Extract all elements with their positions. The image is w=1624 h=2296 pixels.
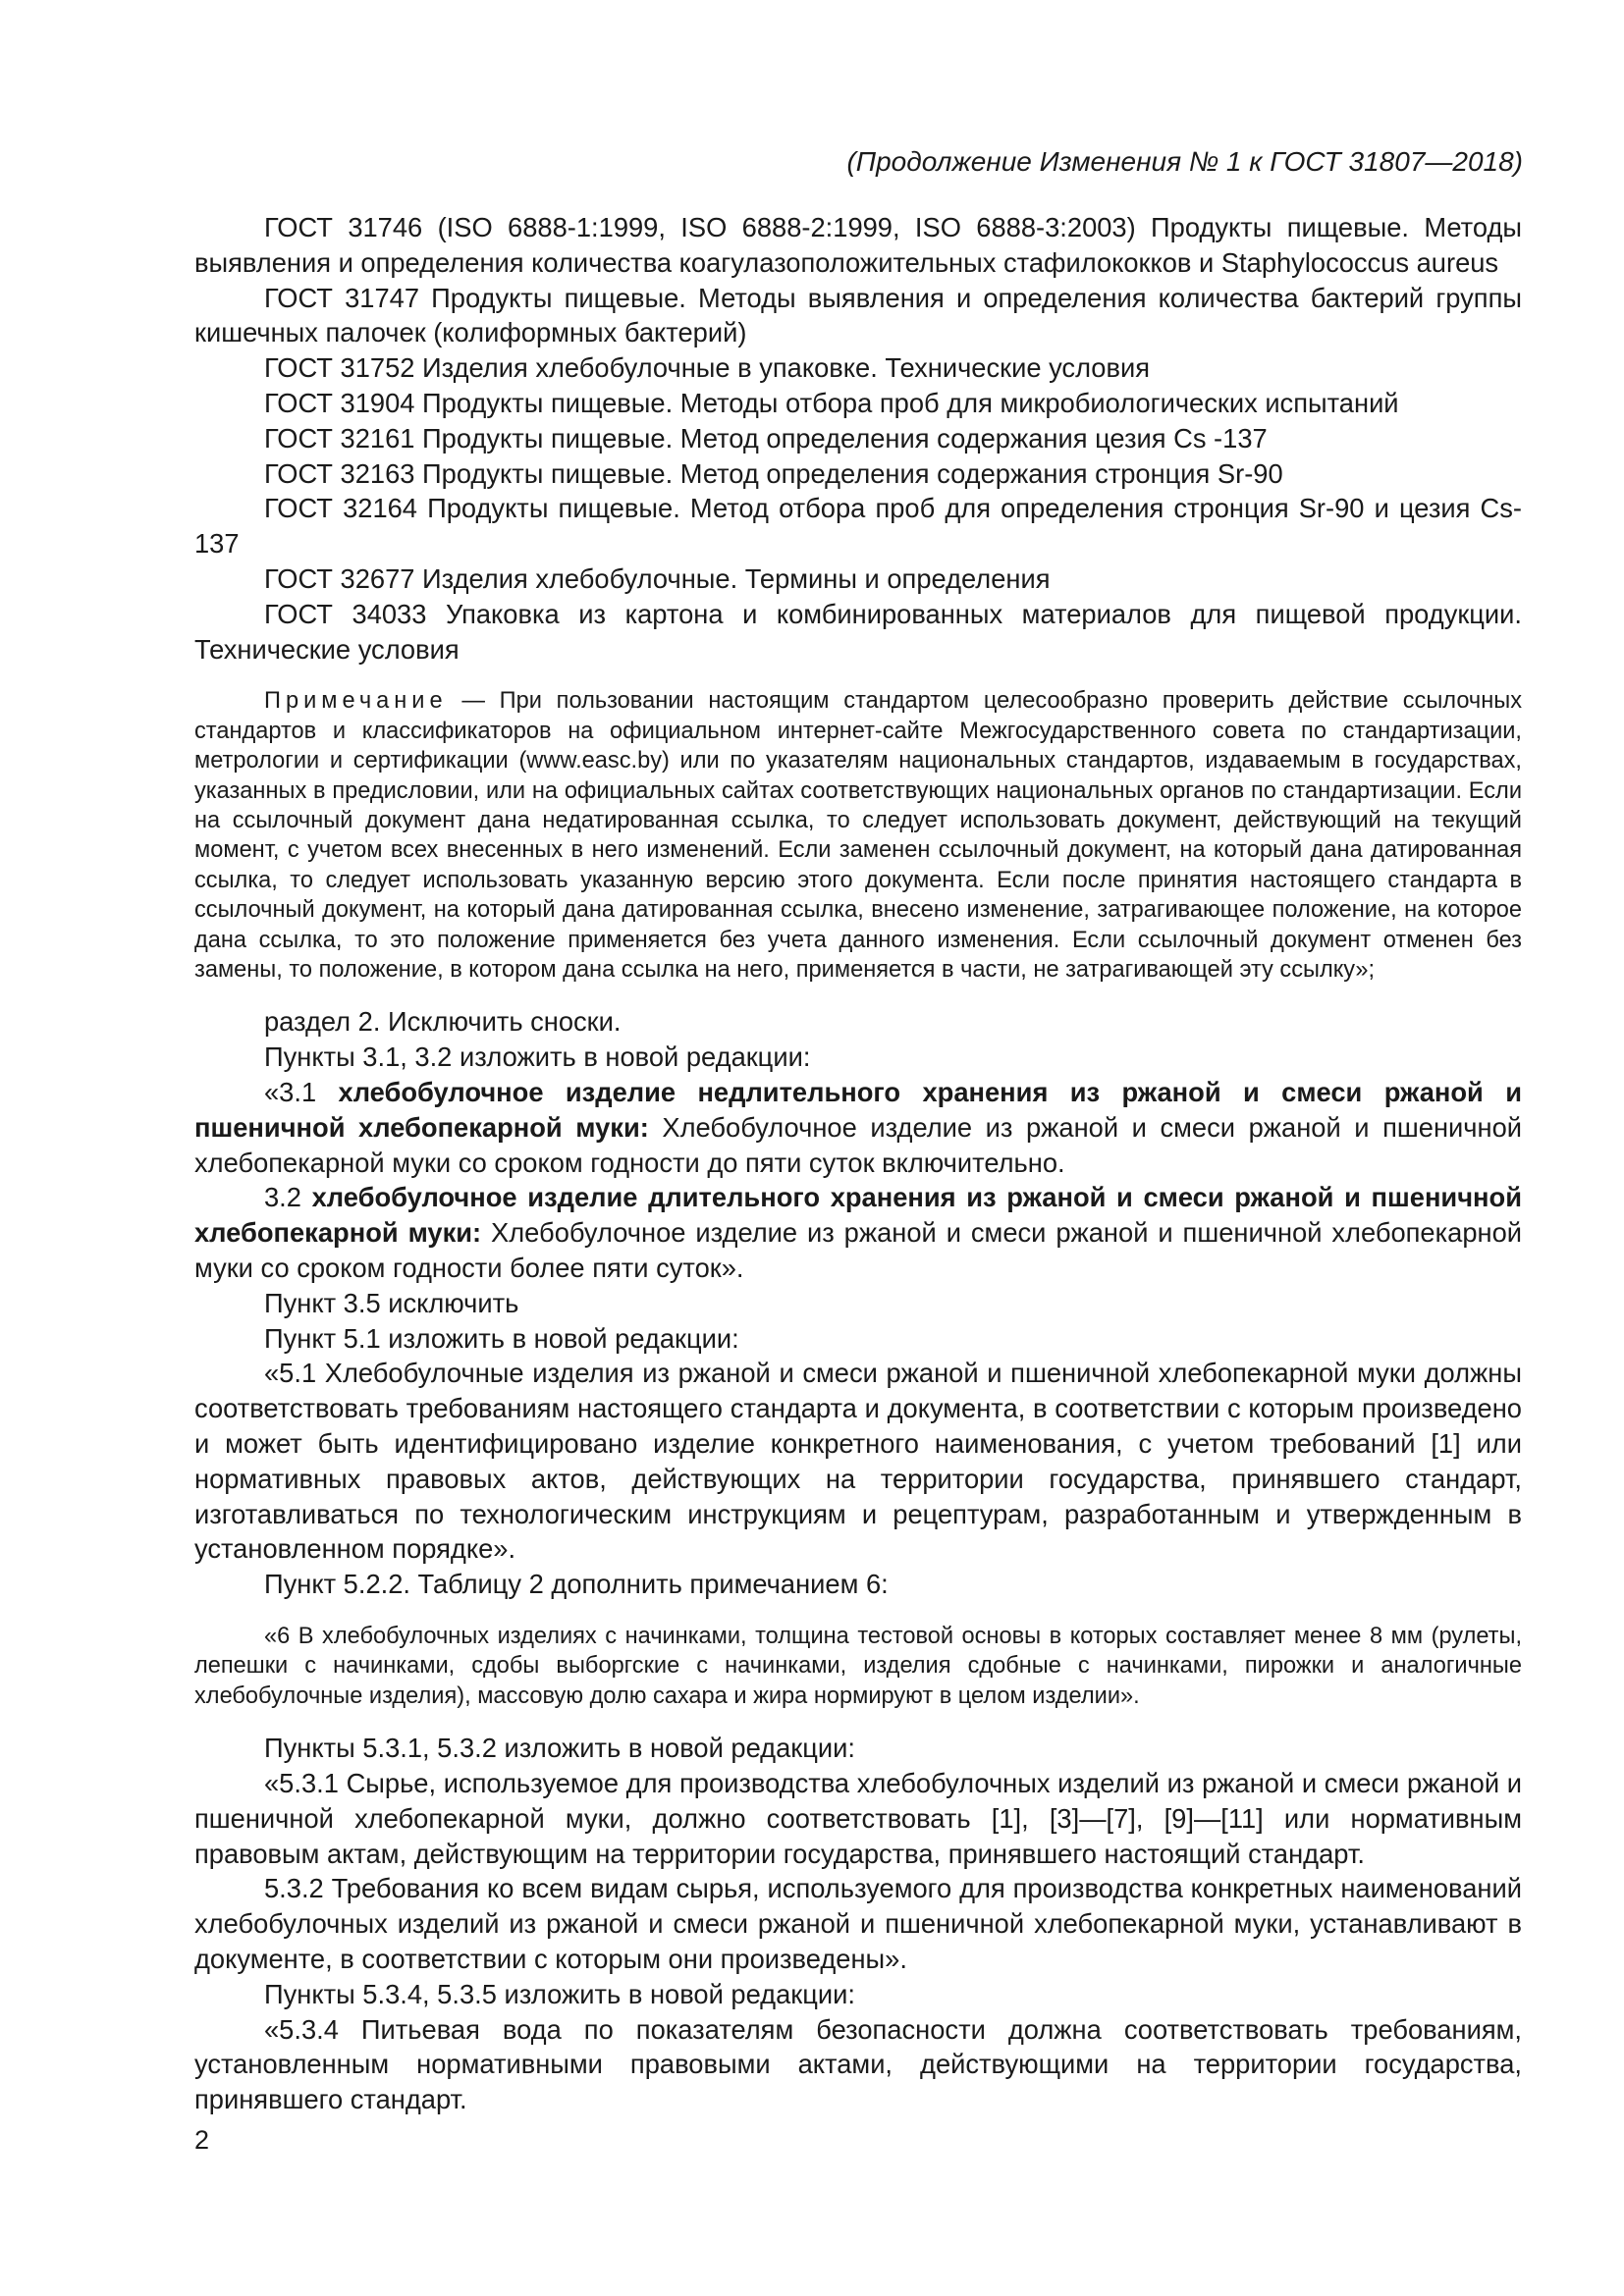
note-text: — При пользовании настоящим стандартом целесообразно проверить действие ссылочных стандартов и классификаторов на официальном интернет-сайте Межгосударственного совета по стандартизации, метрологии и сертификации (www.easc.by) или по указателям национальных стандартов, издаваемым в государствах, указанных в предисловии, или на официальных сайтах соответствующих национальных органов по стандартизации. Если на ссылочный документ дана недатированная ссылка, то следует использовать документ, действующий на текущий момент, с учетом всех внесенных в него изменений. Если заменен ссылочный документ, на который дана датированная ссылка, то следует использовать указанную версию этого документа. Если после принятия настоящего стандарта в ссылочный документ, на который дана датированная ссылка, внесено изменение, затрагивающее положение, на которое дана ссылка, то это положение применяется без учета данного изменения. Если ссылочный документ отменен без замены, то положение, в котором дана ссылка на него, применяется в части, не затрагивающей эту ссылку»;	[194, 688, 1522, 984]
items-31-32-intro: Пункты 3.1, 3.2 изложить в новой редакции:	[264, 1041, 811, 1073]
reference-gost-32161: ГОСТ 32161 Продукты пищевые. Метод определения содержания цезия Cs -137	[264, 422, 1268, 454]
reference-gost-31752: ГОСТ 31752 Изделия хлебобулочные в упаковке. Технические условия	[264, 352, 1151, 384]
definition-3-2: 3.2 хлебобулочное изделие длительного хранения из ржаной и смеси ржаной и пшеничной хлебопекарной муки: Хлебобулочное изделие из ржаной и смеси ржаной и пшеничной хлебопекарной муки со сроком годности более пяти суток».	[194, 1182, 1523, 1283]
document-body	[194, 210, 1522, 2117]
item-522-intro: Пункт 5.2.2. Таблицу 2 дополнить примечанием 6:	[264, 1569, 889, 1600]
item-51-intro: Пункт 5.1 изложить в новой редакции:	[264, 1322, 739, 1354]
section2-paragraph: раздел 2. Исключить сноски.	[264, 1006, 622, 1038]
reference-gost-31904: ГОСТ 31904 Продукты пищевые. Методы отбора проб для микробиологических испытаний	[264, 387, 1399, 418]
reference-gost-32677: ГОСТ 32677 Изделия хлебобулочные. Термины и определения	[264, 562, 1051, 594]
note-label: Примечание	[264, 688, 448, 715]
reference-gost-32163: ГОСТ 32163 Продукты пищевые. Метод определения содержания стронция Sr-90	[264, 457, 1283, 489]
items-534-535-intro: Пункты 5.3.4, 5.3.5 изложить в новой редакции:	[264, 1978, 855, 2009]
reference-gost-31746: ГОСТ 31746 (ISO 6888-1:1999, ISO 6888-2:1999, ISO 6888-3:2003) Продукты пищевые. Методы выявления и определения количества коагулазоположительных стафилококков и Staphylococcus aureus	[194, 212, 1522, 278]
reference-gost-32164: ГОСТ 32164 Продукты пищевые. Метод отбора проб для определения стронция Sr-90 и цезия Cs-137	[194, 493, 1522, 560]
page-number: 2	[194, 2125, 210, 2155]
page-header: (Продолжение Изменения № 1 к ГОСТ 31807—2018)	[846, 146, 1523, 177]
items-531-532-intro: Пункты 5.3.1, 5.3.2 изложить в новой редакции:	[264, 1733, 855, 1764]
item-51-text: «5.1 Хлебобулочные изделия из ржаной и смеси ржаной и пшеничной хлебопекарной муки должны соответствовать требованиям настоящего стандарта и документа, в соответствии с которым произведено и может быть идентифицировано изделие конкретного наименования, с учетом требований [1] или нормативных правовых актов, действующих на территории государства, принявшего стандарт, изготавливаться по технологическим инструкциям и рецептурам, разработанным и утвержденным в установленном порядке».	[194, 1358, 1522, 1565]
table2-note6: «6 В хлебобулочных изделиях с начинками, толщина тестовой основы в которых составляет менее 8 мм (рулеты, лепешки с начинками, сдобы выборгские с начинками, изделия сдобные с начинками, пирожки и аналогичные хлебобулочные изделия), массовую долю сахара и жира нормируют в целом изделии».	[194, 1623, 1522, 1709]
item-532-text: 5.3.2 Требования ко всем видам сырья, используемого для производства конкретных наименований хлебобулочных изделий из ржаной и смеси ржаной и пшеничной хлебопекарной муки, устанавливают в документе, в соответствии с которым они произведены».	[194, 1873, 1522, 1974]
definition-3-1: «3.1 хлебобулочное изделие недлительного хранения из ржаной и смеси ржаной и пшеничной хлебопекарной муки: Хлебобулочное изделие из ржаной и смеси ржаной и пшеничной хлебопекарной муки со сроком годности до пяти суток включительно.	[194, 1077, 1522, 1178]
reference-gost-34033: ГОСТ 34033 Упаковка из картона и комбинированных материалов для пищевой продукции. Технические условия	[194, 598, 1522, 665]
definition-3-2-term: хлебобулочное изделие длительного хранения из ржаной и смеси ржаной и пшеничной хлебопекарной муки:	[194, 1182, 1522, 1249]
reference-gost-31747: ГОСТ 31747 Продукты пищевые. Методы выявления и определения количества бактерий группы кишечных палочек (колиформных бактерий)	[194, 282, 1522, 348]
item-35-paragraph: Пункт 3.5 исключить	[264, 1287, 519, 1318]
item-531-text: «5.3.1 Сырье, используемое для производства хлебобулочных изделий из ржаной и смеси ржаной и пшеничной хлебопекарной муки, должно соответствовать [1], [3]—[7], [9]—[11] или нормативным правовым актам, действующим на территории государства, принявшего настоящий стандарт.	[194, 1767, 1522, 1869]
references-note	[194, 686, 1522, 985]
definition-3-1-term: хлебобулочное изделие недлительного хранения из ржаной и смеси ржаной и пшеничной хлебопекарной муки:	[194, 1077, 1522, 1143]
item-534-text: «5.3.4 Питьевая вода по показателям безопасности должна соответствовать требованиям, установленным нормативными правовыми актами, действующими на территории государства, принявшего стандарт.	[194, 2013, 1522, 2115]
